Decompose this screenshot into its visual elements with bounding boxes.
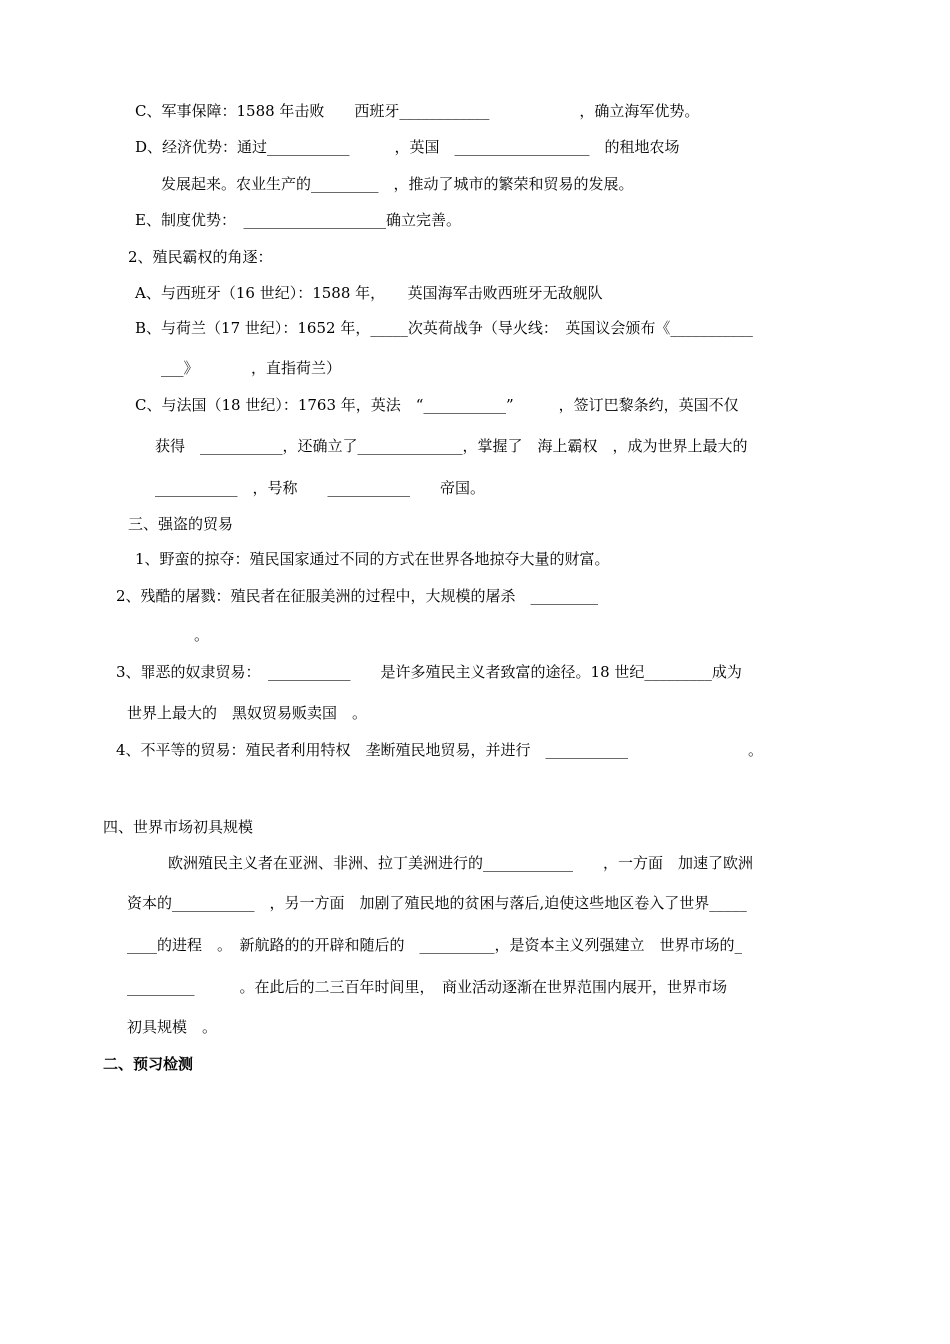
item-massacre: 2、残酷的屠戮：殖民者在征服美洲的过程中，大规模的屠杀 _________ bbox=[116, 587, 599, 605]
para-world-market-1: 欧洲殖民主义者在亚洲、非洲、拉丁美洲进行的____________ ，一方面 加速了欧洲 bbox=[168, 854, 754, 872]
item-d-economy: D、经济优势：通过___________ ，英国 __________________ 的租地农场 bbox=[135, 138, 680, 156]
para-world-market-3: ____的进程 。 新航路的的开辟和随后的 __________，是资本主义列强建立 世界市场的_ bbox=[127, 936, 743, 954]
item-c-france-cont2: ___________ ，号称 ___________ 帝国。 bbox=[155, 479, 486, 497]
item-slave-trade-cont: 世界上最大的 黑奴贸易贩卖国 。 bbox=[127, 704, 368, 722]
item-massacre-end: 。 bbox=[194, 626, 210, 644]
heading-section-4: 四、世界市场初具规模 bbox=[103, 818, 254, 836]
item-d-economy-cont: 发展起来。农业生产的_________ ，推动了城市的繁荣和贸易的发展。 bbox=[161, 175, 634, 193]
item-slave-trade: 3、罪恶的奴隶贸易： ___________ 是许多殖民主义者致富的途径。18 世纪_________成为 bbox=[116, 663, 742, 681]
item-unequal-trade: 4、不平等的贸易：殖民者利用特权 垄断殖民地贸易，并进行 ___________ 。 bbox=[116, 741, 764, 759]
item-b-netherlands: B、与荷兰（17 世纪）：1652 年，_____次英荷战争（导火线： 英国议会颁布《___________ bbox=[135, 319, 753, 337]
para-world-market-2: 资本的___________ ，另一方面 加剧了殖民地的贫困与落后,迫使这些地区卷入了世界_____ bbox=[127, 894, 747, 912]
subheading-colonial-rivalry: 2、殖民霸权的角逐： bbox=[128, 248, 273, 266]
para-world-market-4: _________ 。在此后的二三百年时间里， 商业活动逐渐在世界范围内展开，世界市场 bbox=[127, 978, 728, 996]
item-c-military: C、军事保障：1588 年击败 西班牙____________ ，确立海军优势。 bbox=[135, 102, 700, 120]
item-a-spain: A、与西班牙（16 世纪）：1588 年， 英国海军击败西班牙无敌舰队 bbox=[135, 284, 603, 302]
heading-section-3: 三、强盗的贸易 bbox=[128, 515, 234, 533]
heading-preview-test: 二、预习检测 bbox=[103, 1055, 194, 1073]
item-b-netherlands-cont: ___》 ，直指荷兰） bbox=[161, 359, 342, 377]
para-world-market-5: 初具规模 。 bbox=[127, 1018, 218, 1036]
item-c-france-cont1: 获得 ___________，还确立了______________，掌握了 海上霸权 ，成为世界上最大的 bbox=[155, 437, 748, 455]
item-c-france: C、与法国（18 世纪）：1763 年，英法 “___________” ，签订巴黎条约，英国不仅 bbox=[135, 396, 739, 414]
item-plunder: 1、野蛮的掠夺：殖民国家通过不同的方式在世界各地掠夺大量的财富。 bbox=[135, 550, 610, 568]
item-e-system: E、制度优势： ___________________确立完善。 bbox=[135, 211, 461, 229]
